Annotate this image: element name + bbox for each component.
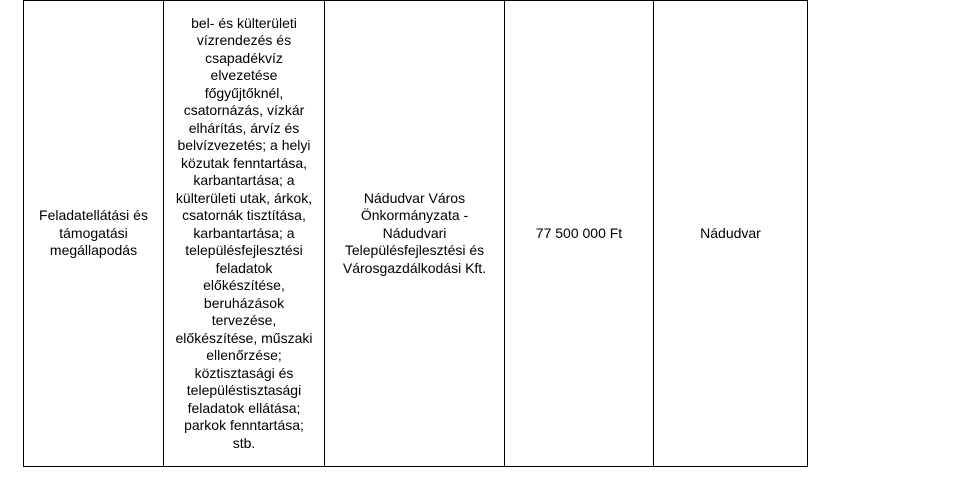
agreement-type-line: megállapodás bbox=[49, 242, 138, 259]
task-description-line: bel- és külterületi bbox=[191, 14, 297, 31]
task-description-line: településfejlesztési bbox=[185, 242, 303, 259]
task-description-cell bbox=[164, 1, 325, 467]
agreement-type-cell bbox=[24, 1, 164, 467]
place-value: Nádudvar bbox=[700, 224, 761, 241]
agreement-type-line: támogatási bbox=[59, 224, 128, 241]
agreement-type-line: Feladatellátási és bbox=[39, 207, 148, 224]
task-description-line: vízrendezés és bbox=[196, 32, 292, 49]
partner-line: Nádudvar Város bbox=[363, 189, 466, 206]
task-description-line: parkok fenntartása; bbox=[184, 417, 304, 434]
task-description-line: külterületi utak, árkok, bbox=[175, 189, 313, 206]
amount-cell bbox=[505, 1, 654, 467]
task-description-line: tervezése, bbox=[211, 312, 277, 329]
partner-line: Önkormányzata - bbox=[360, 207, 469, 224]
task-description-line: karbantartása; a bbox=[193, 172, 295, 189]
task-description-line: ellenőrzése; bbox=[206, 347, 282, 364]
task-description-line: stb. bbox=[232, 434, 256, 451]
partner-cell bbox=[325, 1, 505, 467]
partner-line: Nádudvari bbox=[382, 224, 447, 241]
task-description-line: karbantartása; a bbox=[193, 224, 295, 241]
page-bottom-margin bbox=[0, 472, 959, 503]
task-description-line: beruházások bbox=[203, 294, 285, 311]
task-description-line: csapadékvíz bbox=[205, 49, 283, 66]
task-description-line: főgyűjtőknél, bbox=[204, 84, 284, 101]
task-description-line: előkészítése, műszaki bbox=[175, 329, 313, 346]
partner-line: Településfejlesztési és bbox=[344, 242, 485, 259]
task-description-line: feladatok bbox=[215, 259, 273, 276]
task-description-line: csatornázás, vízkár bbox=[183, 102, 305, 119]
place-cell bbox=[654, 1, 808, 467]
task-description-line: településtisztasági bbox=[186, 382, 302, 399]
table-row bbox=[24, 1, 808, 467]
amount-value: 77 500 000 Ft bbox=[535, 224, 623, 241]
task-description-line: csatornák tisztítása, bbox=[182, 207, 306, 224]
task-description-line: közutak fenntartása, bbox=[180, 154, 308, 171]
task-description-line: elvezetése bbox=[210, 67, 278, 84]
task-description-line: feladatok ellátása; bbox=[187, 399, 301, 416]
partner-line: Városgazdálkodási Kft. bbox=[342, 259, 487, 276]
task-description-line: belvízvezetés; a helyi bbox=[177, 137, 311, 154]
task-description-line: elhárítás, árvíz és bbox=[188, 119, 300, 136]
agreement-table bbox=[23, 0, 808, 467]
task-description-line: előkészítése, bbox=[203, 277, 285, 294]
task-description-line: köztisztasági és bbox=[194, 364, 294, 381]
